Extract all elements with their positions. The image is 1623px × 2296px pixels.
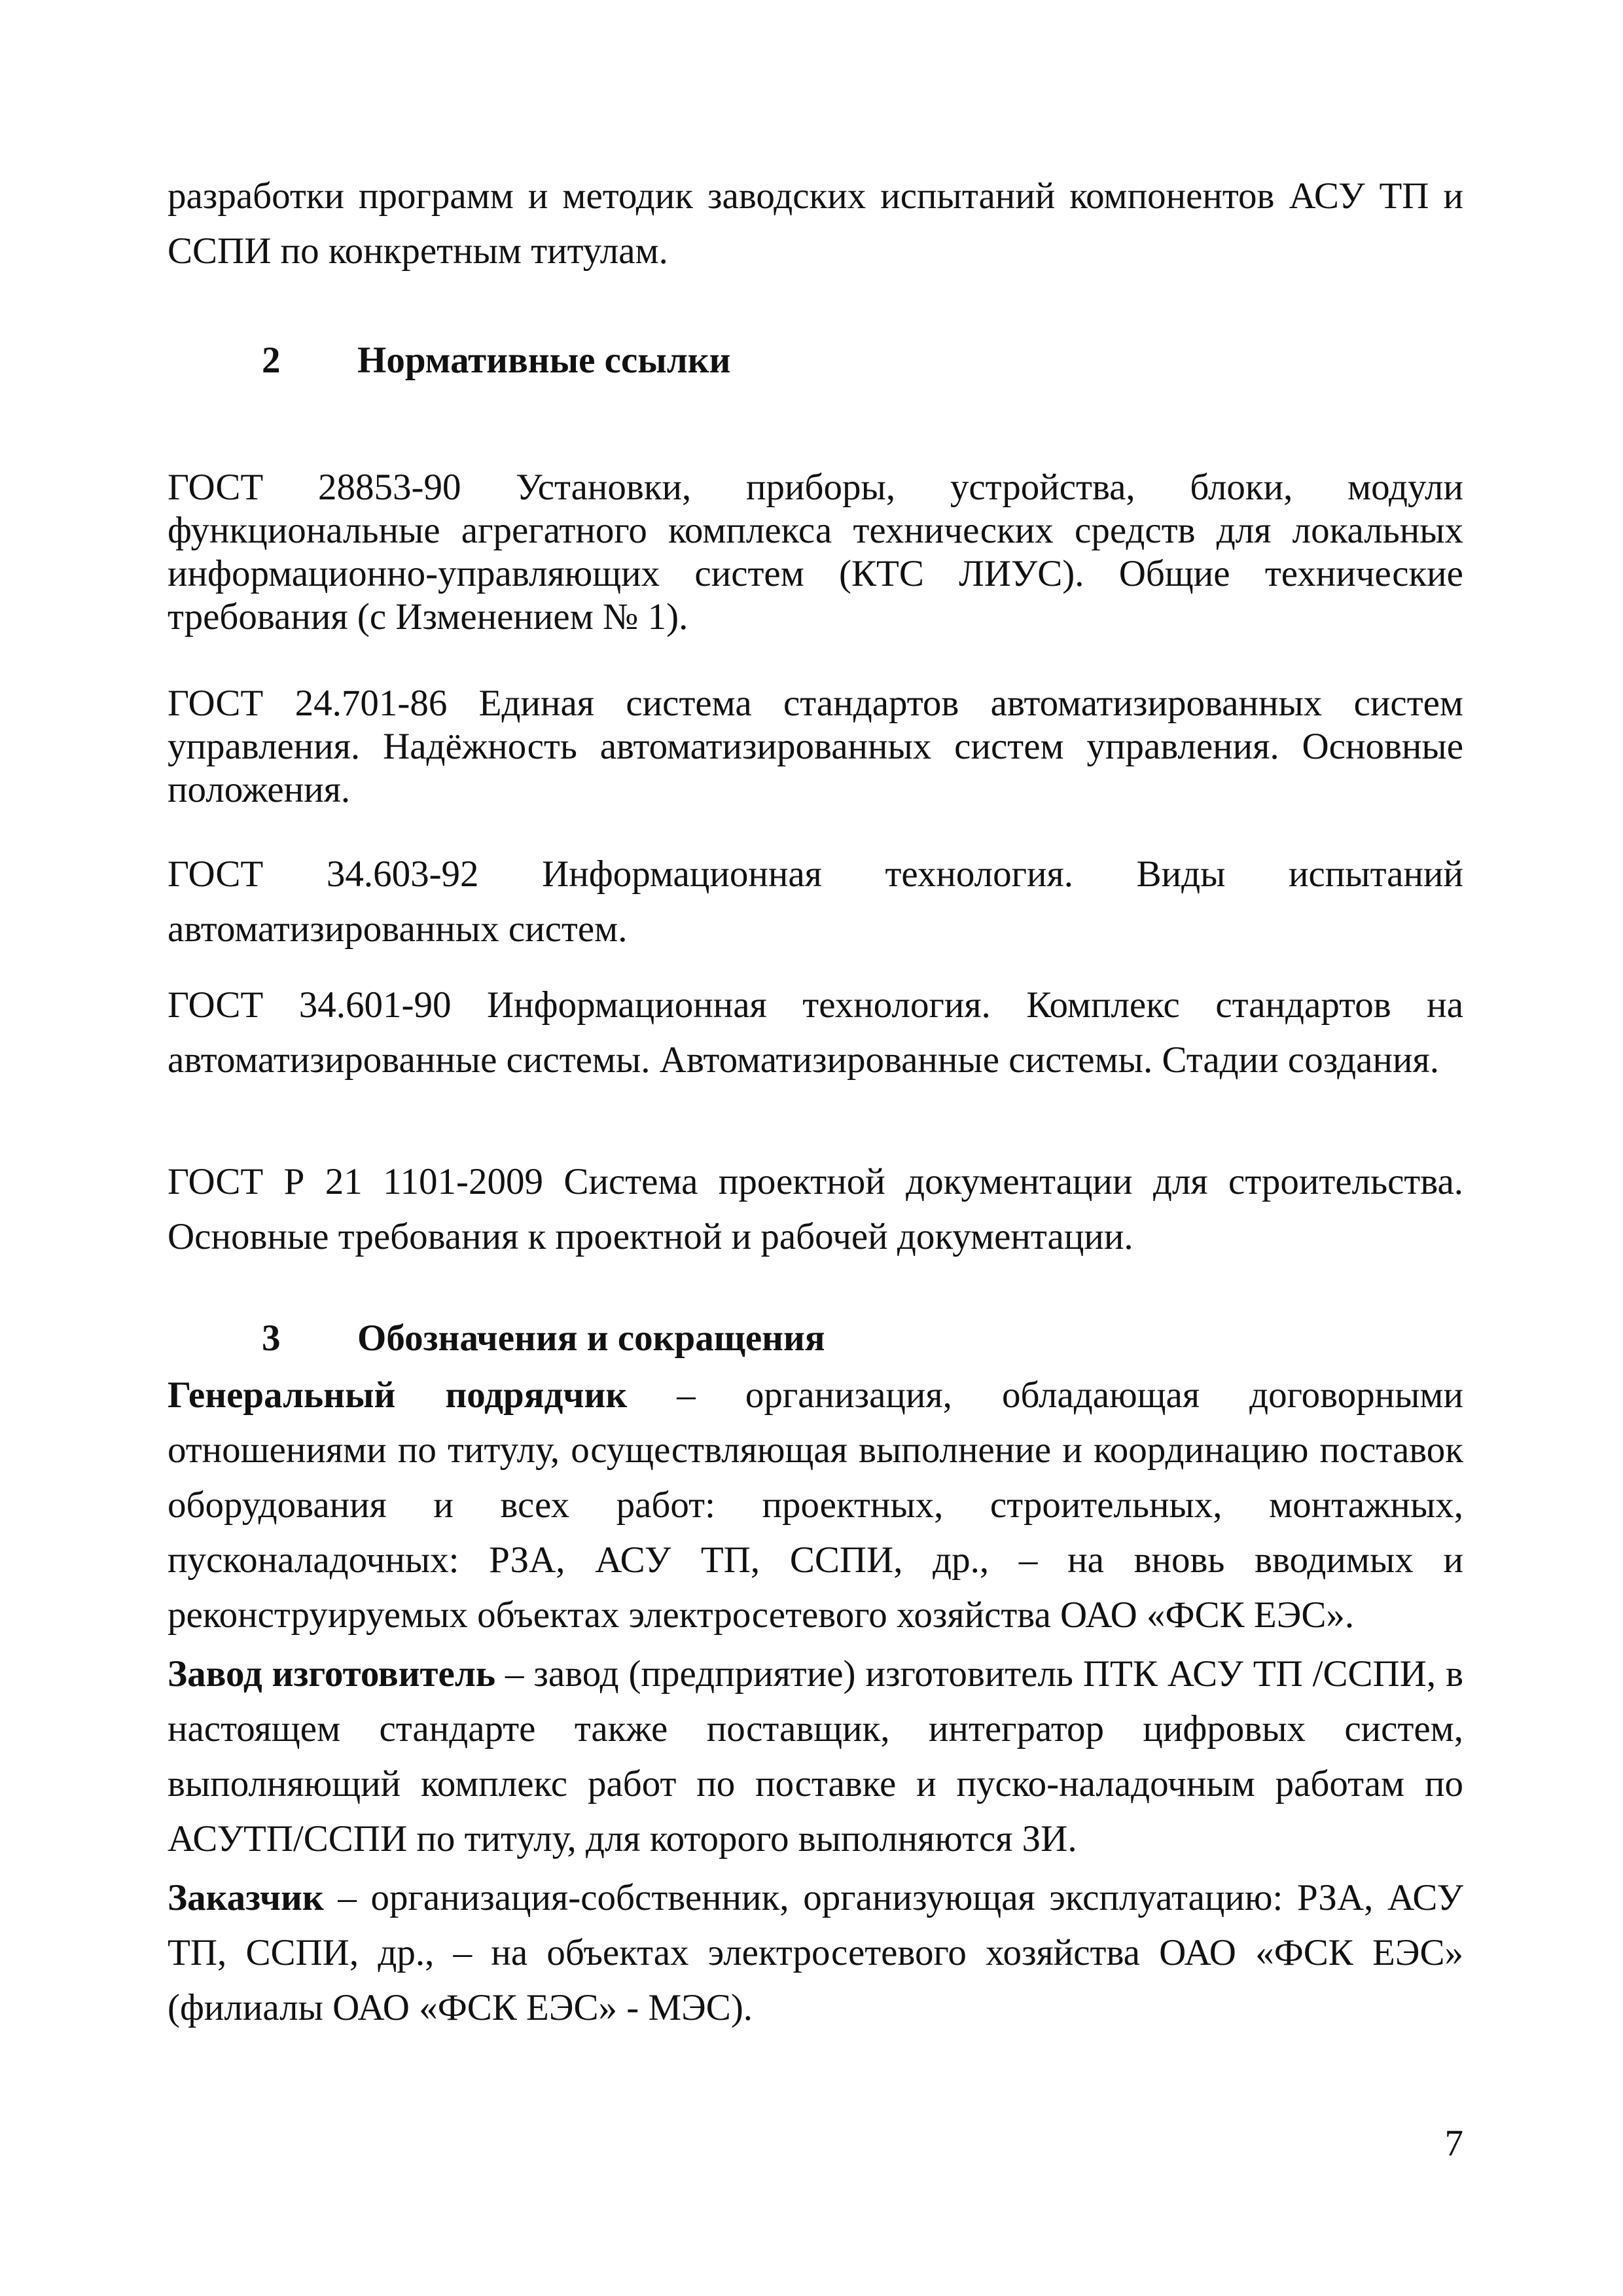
- definition-text: – организация-собственник, организующая эксплуатацию: РЗА, АСУ ТП, ССПИ, др., – на объектах электросетевого хозяйства ОАО «ФСК ЕЭС» (филиалы ОАО «ФСК ЕЭС» - МЭС).: [168, 1877, 1463, 2028]
- definition-general-contractor: [168, 1368, 1463, 1643]
- definition-text: – организация, обладающая договорными отношениями по титулу, осуществляющая выполнение и координацию поставок оборудования и всех работ: проектных, строительных, монтажных, пусконаладочных: РЗА, АСУ ТП, ССПИ, др., – на вновь вводимых и реконструируемых объектах электросетевого хозяйства ОАО «ФСК ЕЭС».: [168, 1374, 1464, 1636]
- section-3-title: Обозначения и сокращения: [357, 1318, 825, 1359]
- section-2-number: 2: [262, 340, 281, 381]
- normative-reference-5: ГОСТ Р 21 1101-2009 Система проектной документации для строительства. Основные требования к проектной и рабочей документации.: [168, 1161, 1463, 1257]
- definition-term: Заказчик: [168, 1877, 324, 1918]
- intro-paragraph: разработки программ и методик заводских испытаний компонентов АСУ ТП и ССПИ по конкретным титулам.: [168, 175, 1463, 272]
- definition-customer: [168, 1871, 1463, 2036]
- section-2-heading: [0, 338, 1623, 384]
- section-2-title: Нормативные ссылки: [357, 340, 731, 381]
- definition-manufacturer: [168, 1647, 1463, 1867]
- definition-text: – завод (предприятие) изготовитель ПТК АСУ ТП /ССПИ, в настоящем стандарте также поставщик, интегратор цифровых систем, выполняющий комплекс работ по поставке и пуско-наладочным работам по АСУТП/ССПИ по титулу, для которого выполняются ЗИ.: [168, 1653, 1463, 1859]
- normative-reference-1: ГОСТ 28853-90 Установки, приборы, устройства, блоки, модули функциональные агрегатного комплекса технических средств для локальных информационно-управляющих систем (КТС ЛИУС). Общие технические требования (с Изменением № 1).: [168, 467, 1463, 637]
- definition-term: Генеральный подрядчик: [168, 1374, 628, 1416]
- page-number: 7: [1444, 2123, 1463, 2164]
- normative-reference-2: ГОСТ 24.701-86 Единая система стандартов автоматизированных систем управления. Надёжность автоматизированных систем управления. Основные положения.: [168, 683, 1463, 810]
- normative-reference-3: ГОСТ 34.603-92 Информационная технология. Виды испытаний автоматизированных систем.: [168, 853, 1463, 950]
- definition-term: Завод изготовитель: [168, 1653, 495, 1695]
- section-3-number: 3: [262, 1318, 281, 1359]
- normative-reference-4: ГОСТ 34.601-90 Информационная технология. Комплекс стандартов на автоматизированные системы. Автоматизированные системы. Стадии создания.: [168, 984, 1463, 1081]
- section-3-heading: [0, 1316, 1623, 1361]
